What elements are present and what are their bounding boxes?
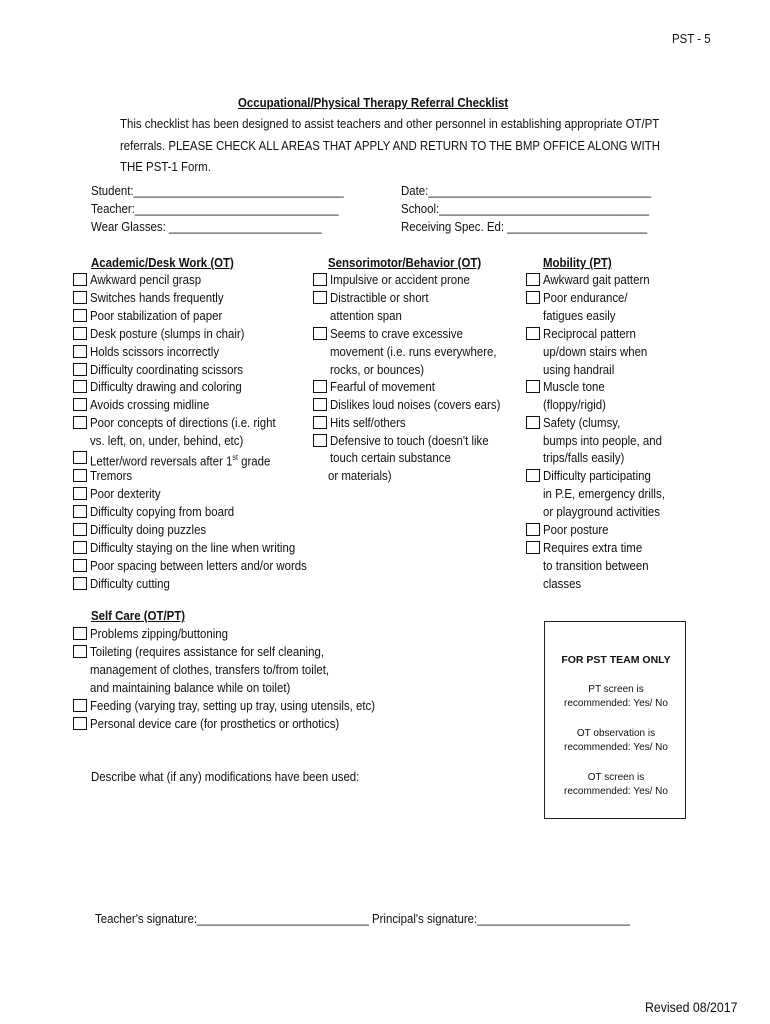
checkbox[interactable]	[73, 627, 87, 640]
checkbox[interactable]	[73, 451, 87, 464]
academic-heading: Academic/Desk Work (OT)	[91, 255, 234, 270]
checkbox[interactable]	[73, 559, 87, 572]
checkbox[interactable]	[526, 327, 540, 340]
sensorimotor-item-cont: attention span	[330, 308, 402, 323]
checkbox[interactable]	[526, 291, 540, 304]
checkbox[interactable]	[313, 434, 327, 447]
checkbox[interactable]	[313, 273, 327, 286]
mobility-item-cont: up/down stairs when	[543, 344, 648, 359]
student-field[interactable]: Student:_________________________________	[91, 183, 344, 198]
academic-item: Tremors	[90, 468, 133, 483]
wear-glasses-field[interactable]: Wear Glasses: ________________________	[91, 219, 322, 234]
mobility-item-cont: fatigues easily	[543, 308, 616, 323]
self-care-item: Personal device care (for prosthetics or orthotics)	[90, 716, 340, 731]
mobility-item-cont: trips/falls easily)	[543, 450, 625, 465]
mobility-item: Poor endurance/	[543, 290, 628, 305]
academic-item: Difficulty cutting	[90, 576, 170, 591]
checkbox[interactable]	[73, 577, 87, 590]
mobility-item-cont: or playground activities	[543, 504, 661, 519]
academic-item: Difficulty copying from board	[90, 504, 235, 519]
checkbox[interactable]	[73, 380, 87, 393]
academic-item: Avoids crossing midline	[90, 397, 210, 412]
checkbox[interactable]	[73, 717, 87, 730]
checkbox[interactable]	[73, 309, 87, 322]
mobility-item: Safety (clumsy,	[543, 415, 621, 430]
checkbox[interactable]	[73, 273, 87, 286]
mobility-heading: Mobility (PT)	[543, 255, 612, 270]
checkbox[interactable]	[73, 363, 87, 376]
intro-line-3: THE PST-1 Form.	[120, 159, 211, 174]
revision-date: Revised 08/2017	[645, 999, 738, 1015]
mobility-item-cont: to transition between	[543, 558, 649, 573]
sensorimotor-item: Fearful of movement	[330, 379, 435, 394]
sensorimotor-item-cont: or materials)	[328, 468, 392, 483]
mobility-item-cont: using handrail	[543, 362, 615, 377]
mobility-item: Muscle tone	[543, 379, 605, 394]
mobility-item: Requires extra time	[543, 540, 643, 555]
pst-box-line: OT screen is	[587, 772, 645, 783]
checkbox[interactable]	[313, 291, 327, 304]
sensorimotor-item: Impulsive or accident prone	[330, 272, 470, 287]
pst-box-line: recommended: Yes/ No	[564, 742, 668, 753]
checkbox[interactable]	[73, 469, 87, 482]
checkbox[interactable]	[313, 327, 327, 340]
checkbox[interactable]	[526, 469, 540, 482]
sensorimotor-heading: Sensorimotor/Behavior (OT)	[328, 255, 482, 270]
sensorimotor-item: Defensive to touch (doesn't like	[330, 433, 489, 448]
date-field[interactable]: Date:___________________________________	[401, 183, 652, 198]
mobility-item: Awkward gait pattern	[543, 272, 650, 287]
checkbox[interactable]	[73, 541, 87, 554]
checkbox[interactable]	[73, 291, 87, 304]
academic-item: Switches hands frequently	[90, 290, 224, 305]
checkbox[interactable]	[526, 523, 540, 536]
academic-item: Poor concepts of directions (i.e. right	[90, 415, 276, 430]
checkbox[interactable]	[313, 398, 327, 411]
checkbox[interactable]	[526, 273, 540, 286]
intro-line-2: referrals. PLEASE CHECK ALL AREAS THAT APPLY AND RETURN TO THE BMP OFFICE ALONG WITH	[120, 138, 660, 153]
academic-item: Poor dexterity	[90, 486, 161, 501]
sensorimotor-item: Hits self/others	[330, 415, 406, 430]
checkbox[interactable]	[73, 487, 87, 500]
checkbox[interactable]	[73, 699, 87, 712]
school-field[interactable]: School:_________________________________	[401, 201, 650, 216]
academic-item: Difficulty doing puzzles	[90, 522, 207, 537]
pst-team-box	[544, 621, 686, 819]
checkbox[interactable]	[73, 345, 87, 358]
checkbox[interactable]	[73, 645, 87, 658]
mobility-item: Difficulty participating	[543, 468, 651, 483]
sensorimotor-item: Distractible or short	[330, 290, 429, 305]
self-care-item: Toileting (requires assistance for self cleaning,	[90, 644, 325, 659]
pst-box-line: OT observation is	[576, 728, 656, 739]
teacher-field[interactable]: Teacher:________________________________	[91, 201, 339, 216]
intro-line-1: This checklist has been designed to assist teachers and other personnel in establishing appropriate OT/PT	[120, 116, 660, 131]
receiving-spec-ed-field[interactable]: Receiving Spec. Ed: ______________________	[401, 219, 648, 234]
mobility-item-cont: classes	[543, 576, 582, 591]
page-title: Occupational/Physical Therapy Referral Checklist	[238, 95, 509, 110]
checkbox[interactable]	[73, 505, 87, 518]
pst-box-line: recommended: Yes/ No	[564, 698, 668, 709]
mobility-item: Reciprocal pattern	[543, 326, 636, 341]
checkbox[interactable]	[313, 380, 327, 393]
checkbox[interactable]	[73, 416, 87, 429]
checkbox[interactable]	[73, 523, 87, 536]
academic-item: Difficulty staying on the line when writing	[90, 540, 296, 555]
mobility-item: Poor posture	[543, 522, 609, 537]
self-care-item-cont: and maintaining balance while on toilet)	[90, 680, 291, 695]
academic-item: Holds scissors incorrectly	[90, 344, 220, 359]
academic-item: Desk posture (slumps in chair)	[90, 326, 245, 341]
self-care-item: Feeding (varying tray, setting up tray, using utensils, etc)	[90, 698, 376, 713]
academic-item: Poor spacing between letters and/or words	[90, 558, 307, 573]
checkbox[interactable]	[73, 327, 87, 340]
academic-item: Difficulty coordinating scissors	[90, 362, 244, 377]
checkbox[interactable]	[313, 416, 327, 429]
sensorimotor-item: Dislikes loud noises (covers ears)	[330, 397, 501, 412]
sensorimotor-item: Seems to crave excessive	[330, 326, 463, 341]
pst-box-line: PT screen is	[588, 684, 644, 695]
checkbox[interactable]	[526, 416, 540, 429]
sensorimotor-item-cont: movement (i.e. runs everywhere,	[330, 344, 497, 359]
pst-box-title: FOR PST TEAM ONLY	[561, 654, 671, 666]
mobility-item-cont: (floppy/rigid)	[543, 397, 606, 412]
signature-line[interactable]: Teacher's signature:___________________________ Principal's signature:________________________	[95, 911, 630, 926]
sensorimotor-item-cont: rocks, or bounces)	[330, 362, 425, 377]
mobility-item-cont: bumps into people, and	[543, 433, 662, 448]
pst-box-line: recommended: Yes/ No	[564, 786, 668, 797]
mobility-item-cont: in P.E, emergency drills,	[543, 486, 665, 501]
checkbox[interactable]	[73, 398, 87, 411]
modifications-prompt: Describe what (if any) modifications have been used:	[91, 769, 360, 784]
checkbox[interactable]	[526, 380, 540, 393]
self-care-item-cont: management of clothes, transfers to/from toilet,	[90, 662, 330, 677]
sensorimotor-item-cont: touch certain substance	[330, 450, 451, 465]
academic-item: Difficulty drawing and coloring	[90, 379, 242, 394]
academic-item: Awkward pencil grasp	[90, 272, 202, 287]
academic-item: Letter/word reversals after 1st grade	[90, 453, 271, 469]
self-care-heading: Self Care (OT/PT)	[91, 608, 186, 623]
academic-item-cont: vs. left, on, under, behind, etc)	[90, 433, 244, 448]
academic-item: Poor stabilization of paper	[90, 308, 223, 323]
self-care-item: Problems zipping/buttoning	[90, 626, 229, 641]
page-id: PST - 5	[672, 31, 711, 46]
checkbox[interactable]	[526, 541, 540, 554]
